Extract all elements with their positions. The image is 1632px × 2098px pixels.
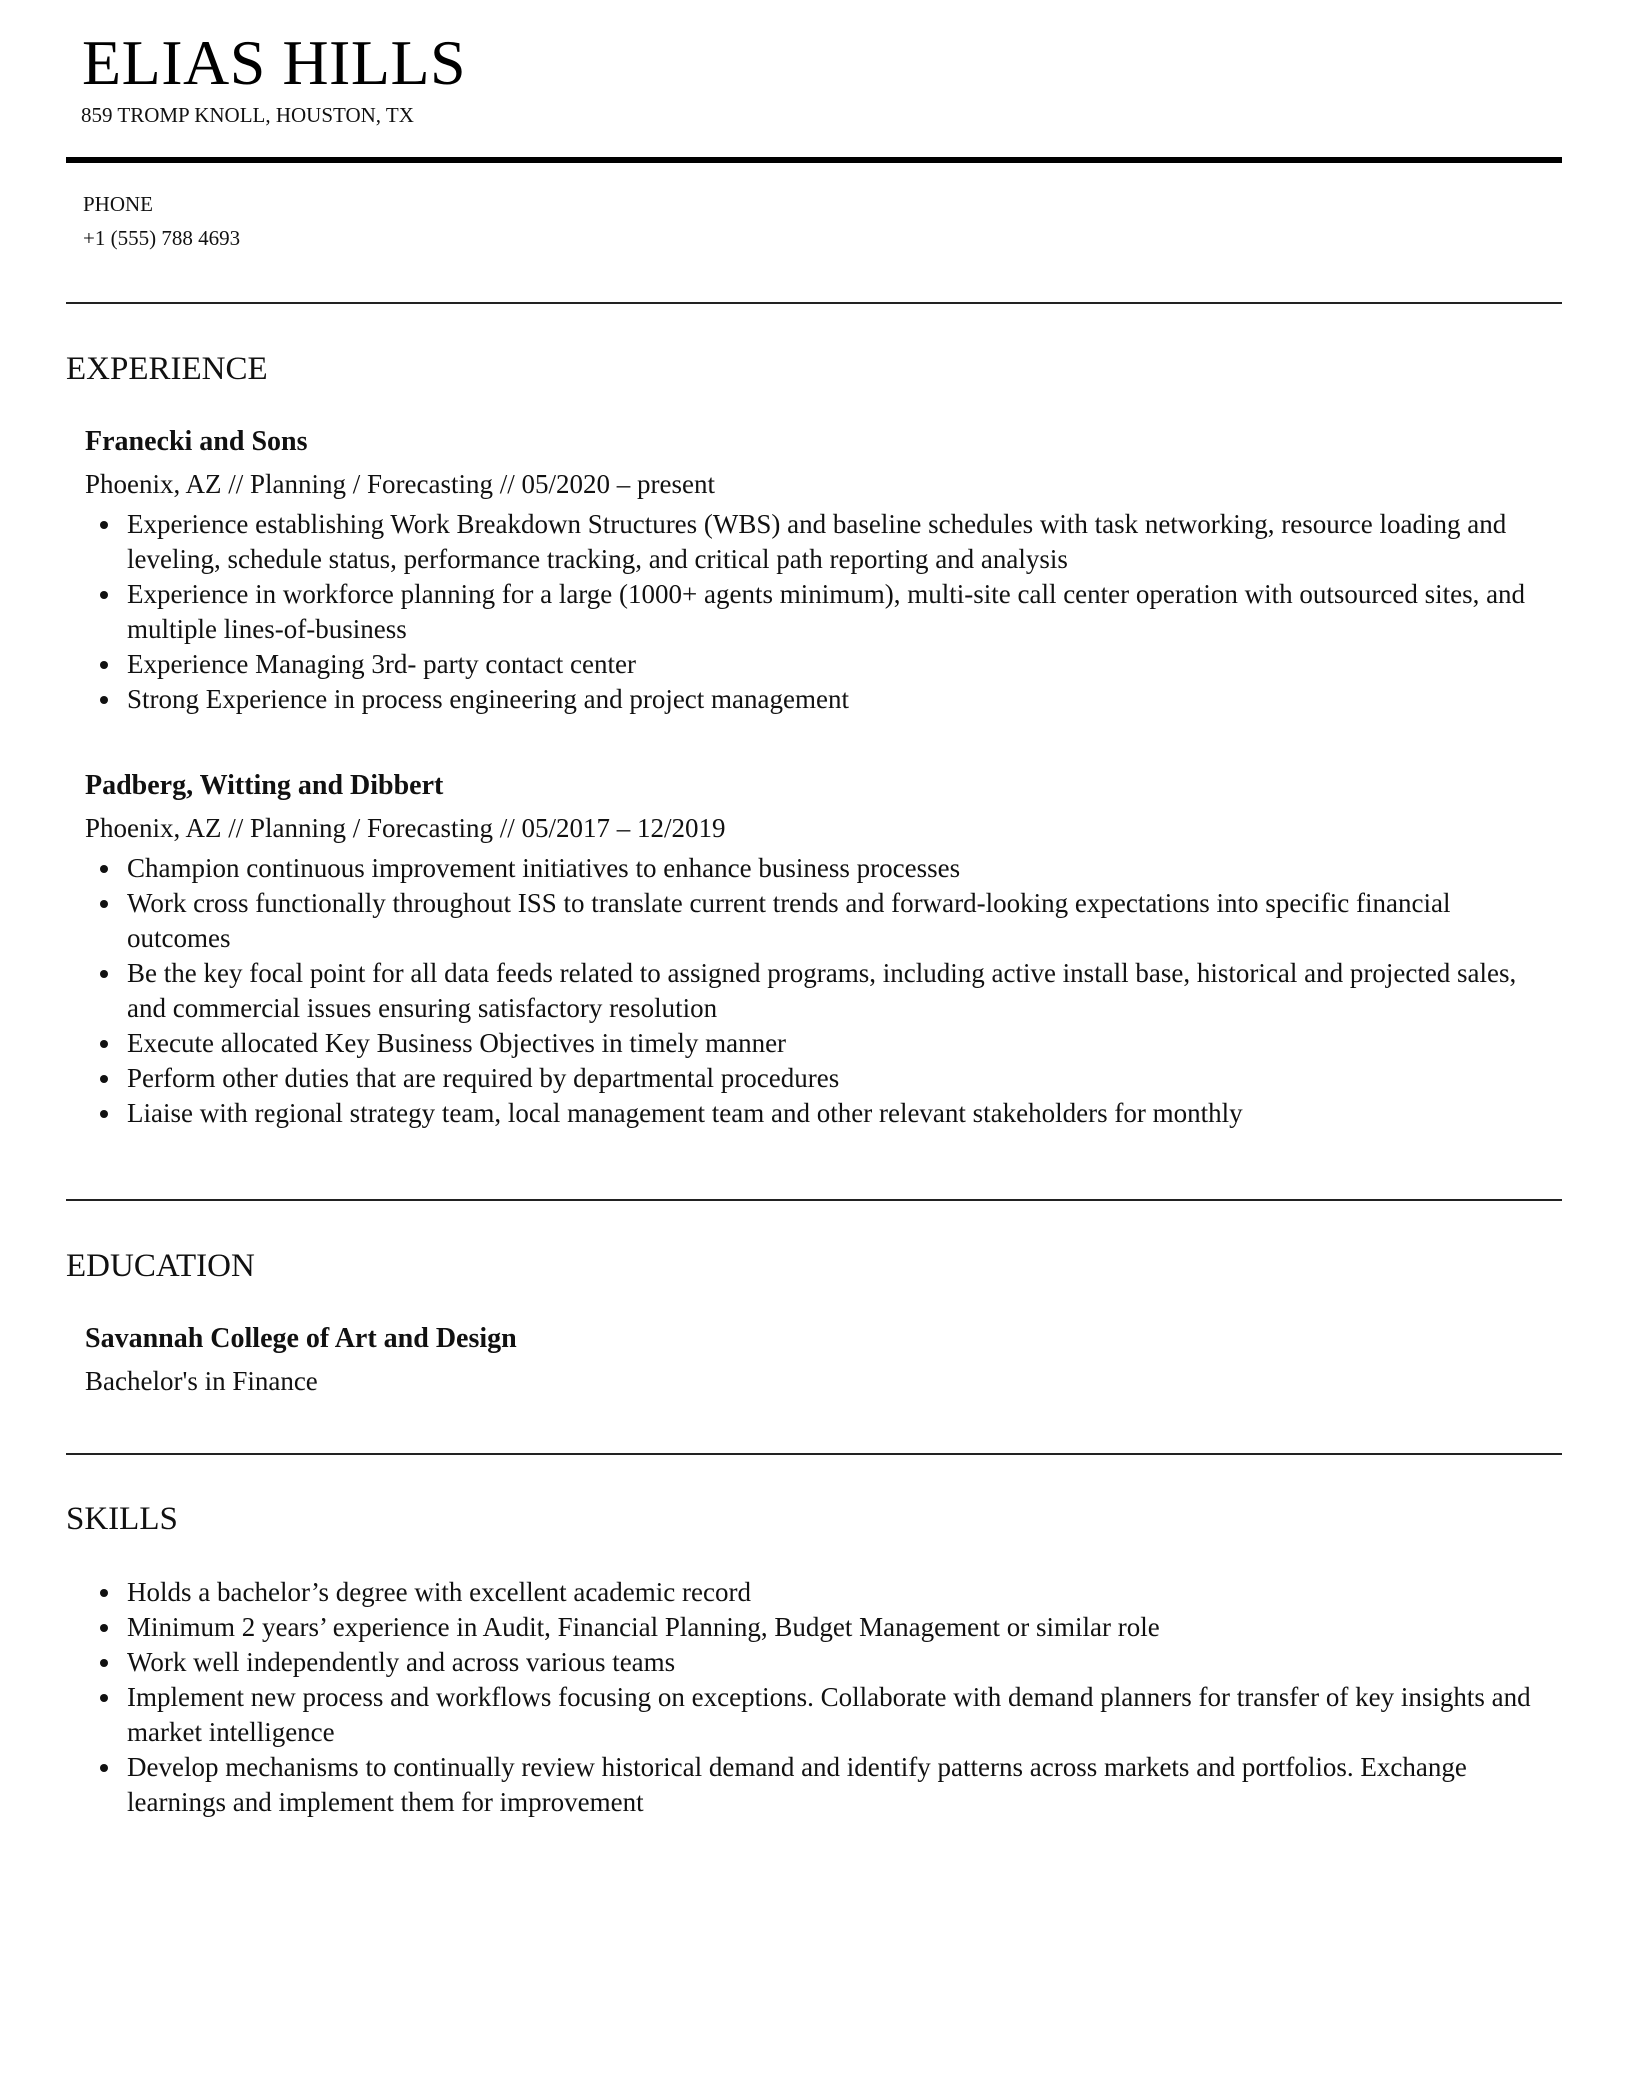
list-item-text: Develop mechanisms to continually review historical demand and identify patterns across markets and portfolios. Exchange learnings and implement them for improvement — [127, 1752, 1467, 1817]
list-item — [127, 577, 1555, 647]
degree: Bachelor's in Finance — [85, 1366, 318, 1396]
bullet-icon — [100, 696, 108, 704]
list-item-text: Perform other duties that are required by departmental procedures — [127, 1063, 840, 1093]
bullet-icon — [100, 1110, 108, 1118]
bullet-icon — [100, 970, 108, 978]
list-item — [127, 956, 1555, 1026]
company-name: Padberg, Witting and Dibbert — [85, 770, 444, 801]
section-divider — [66, 1453, 1562, 1455]
list-item-text: Be the key focal point for all data feeds related to assigned programs, including active install base, historical and projected sales, and commercial issues ensuring satisfactory resolution — [127, 958, 1517, 1023]
bullet-icon — [100, 591, 108, 599]
bullet-icon — [100, 1764, 108, 1772]
list-item — [127, 1575, 1555, 1610]
education-entry — [85, 1321, 1555, 1399]
education-heading: EDUCATION — [66, 1248, 255, 1284]
list-item-text: Champion continuous improvement initiatives to enhance business processes — [127, 853, 961, 883]
bullet-icon — [100, 900, 108, 908]
list-item-text: Liaise with regional strategy team, local management team and other relevant stakeholders for monthly — [127, 1098, 1243, 1128]
bullet-icon — [100, 1075, 108, 1083]
phone-label: PHONE — [83, 192, 154, 216]
header-divider — [66, 157, 1562, 163]
candidate-address: 859 TROMP KNOLL, HOUSTON, TX — [81, 103, 414, 127]
bullet-icon — [100, 1694, 108, 1702]
list-item — [127, 1026, 1555, 1061]
list-item-text: Execute allocated Key Business Objectives in timely manner — [127, 1028, 787, 1058]
company-name: Franecki and Sons — [85, 426, 308, 457]
skills-list — [85, 1570, 1555, 1820]
job-bullets — [85, 851, 1555, 1131]
list-item — [127, 1096, 1555, 1131]
list-item-text: Strong Experience in process engineering and project management — [127, 684, 849, 714]
list-item — [127, 1610, 1555, 1645]
bullet-icon — [100, 1040, 108, 1048]
list-item — [127, 647, 1555, 682]
bullet-icon — [100, 661, 108, 669]
bullet-icon — [100, 1589, 108, 1597]
experience-heading: EXPERIENCE — [66, 351, 268, 387]
skills-bullets — [85, 1575, 1555, 1820]
school-name: Savannah College of Art and Design — [85, 1323, 517, 1354]
candidate-name: ELIAS HILLS — [82, 27, 467, 98]
list-item-text: Experience establishing Work Breakdown Structures (WBS) and baseline schedules with task networking, resource loading and leveling, schedule status, performance tracking, and critical path reporting and analysis — [127, 509, 1507, 574]
experience-entry — [85, 768, 1555, 1131]
list-item — [127, 507, 1555, 577]
list-item — [127, 1680, 1555, 1750]
bullet-icon — [100, 1624, 108, 1632]
experience-entry — [85, 424, 1555, 717]
list-item-text: Holds a bachelor’s degree with excellent academic record — [127, 1577, 751, 1607]
bullet-icon — [100, 865, 108, 873]
list-item — [127, 851, 1555, 886]
job-meta: Phoenix, AZ // Planning / Forecasting // 05/2017 – 12/2019 — [85, 813, 726, 843]
bullet-icon — [100, 521, 108, 529]
list-item-text: Experience in workforce planning for a large (1000+ agents minimum), multi-site call center operation with outsourced sites, and multiple lines-of-business — [127, 579, 1526, 644]
list-item — [127, 1750, 1555, 1820]
list-item — [127, 1061, 1555, 1096]
list-item-text: Work well independently and across various teams — [127, 1647, 676, 1677]
list-item — [127, 1645, 1555, 1680]
list-item-text: Implement new process and workflows focusing on exceptions. Collaborate with demand planners for transfer of key insights and market intelligence — [127, 1682, 1531, 1747]
list-item — [127, 886, 1555, 956]
job-bullets — [85, 507, 1555, 717]
list-item-text: Work cross functionally throughout ISS to translate current trends and forward-looking expectations into specific financial outcomes — [127, 888, 1451, 953]
list-item-text: Minimum 2 years’ experience in Audit, Financial Planning, Budget Management or similar role — [127, 1612, 1160, 1642]
section-divider — [66, 302, 1562, 304]
list-item — [127, 682, 1555, 717]
phone-value: +1 (555) 788 4693 — [83, 226, 241, 250]
bullet-icon — [100, 1659, 108, 1667]
job-meta: Phoenix, AZ // Planning / Forecasting // 05/2020 – present — [85, 469, 715, 499]
list-item-text: Experience Managing 3rd- party contact center — [127, 649, 637, 679]
skills-heading: SKILLS — [66, 1501, 178, 1537]
section-divider — [66, 1199, 1562, 1201]
